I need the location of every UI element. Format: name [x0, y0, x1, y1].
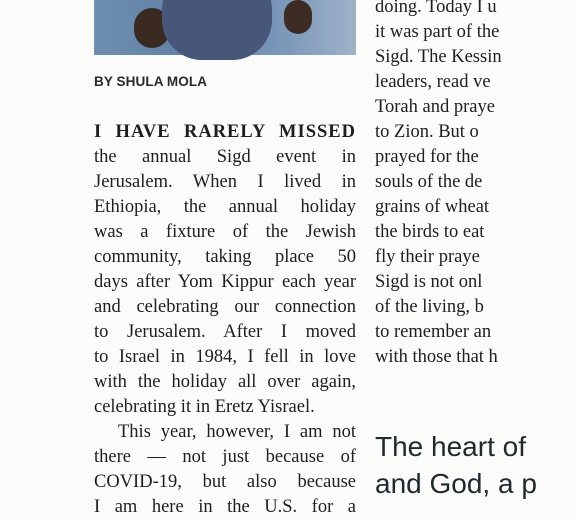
article-line: celebrating it in Eretz Yisrael. [94, 397, 315, 417]
article-line: souls of the de [375, 172, 483, 192]
article-line: grains of wheat [375, 197, 490, 217]
article-line: prayed for the [375, 147, 479, 167]
article-line: there — not just because of [94, 447, 356, 467]
article-line: leaders, read ve [375, 72, 491, 92]
article-line: Torah and praye [375, 97, 495, 117]
article-line: of the living, b [375, 297, 484, 317]
article-line: was a fixture of the Jewish [94, 222, 356, 242]
photo-figure-shirt [162, 0, 272, 60]
article-line: to Israel in 1984, I fell in love [94, 347, 356, 367]
article-line: to remember an [375, 322, 492, 342]
article-line: I HAVE RARELY MISSED [94, 122, 356, 142]
article-line: and celebrating our connection [94, 297, 356, 317]
article-line: the birds to eat [375, 222, 485, 242]
article-line: This year, however, I am not [118, 422, 356, 442]
article-line: it was part of the [375, 22, 500, 42]
left-article-column [94, 120, 356, 520]
article-line: community, taking place 50 [94, 247, 356, 267]
pull-quote [375, 428, 537, 502]
pull-quote-line: The heart of [375, 431, 526, 462]
article-photo [94, 0, 356, 55]
article-line: to Jerusalem. After I moved [94, 322, 356, 342]
pull-quote-line: and God, a p [375, 468, 537, 499]
article-line: I am here in the U.S. for a [94, 497, 356, 517]
article-line: Sigd is not onl [375, 272, 483, 292]
article-line: Ethiopia, the annual holiday [94, 197, 356, 217]
article-line: doing. Today I u [375, 0, 497, 17]
article-line: Sigd. The Kessin [375, 47, 502, 67]
article-line: to Zion. But o [375, 122, 479, 142]
article-line: COVID-19, but also because [94, 472, 356, 492]
photo-figure-hand [284, 0, 312, 34]
right-article-column [375, 0, 575, 370]
article-line: Jerusalem. When I lived in [94, 172, 356, 192]
article-line: with the holiday all over again, [94, 372, 356, 392]
article-line: with those that h [375, 347, 498, 367]
article-line: fly their praye [375, 247, 480, 267]
byline: BY SHULA MOLA [94, 74, 208, 89]
article-line: days after Yom Kippur each year [94, 272, 356, 292]
article-line: the annual Sigd event in [94, 147, 356, 167]
